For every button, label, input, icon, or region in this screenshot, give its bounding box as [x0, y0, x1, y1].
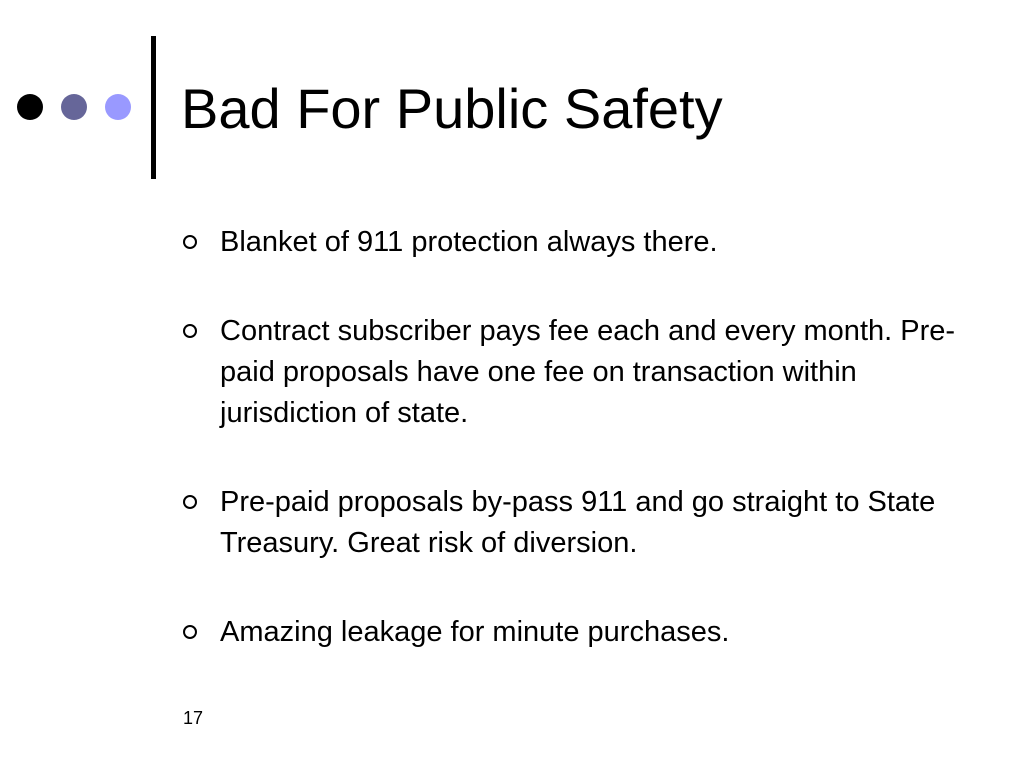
bullet-item	[183, 311, 963, 434]
decorative-dot-slate	[61, 94, 87, 120]
bullet-circle-icon	[183, 625, 197, 639]
bullet-circle-icon	[183, 495, 197, 509]
decorative-dot-lavender	[105, 94, 131, 120]
slide-number: 17	[183, 708, 204, 728]
slide-title: Bad For Public Safety	[181, 77, 723, 140]
bullet-item	[183, 612, 963, 653]
bullet-circle-icon	[183, 235, 197, 249]
bullet-circle-icon	[183, 324, 197, 338]
bullet-text: Contract subscriber pays fee each and every month. Pre-paid proposals have one fee on transaction within jurisdiction of state.	[220, 315, 956, 429]
decorative-dot-black	[17, 94, 43, 120]
bullet-list	[183, 222, 963, 653]
bullet-text: Blanket of 911 protection always there.	[220, 226, 718, 258]
bullet-item	[183, 222, 963, 263]
bullet-text: Amazing leakage for minute purchases.	[220, 616, 730, 648]
bullet-item	[183, 482, 963, 564]
title-divider	[151, 36, 156, 179]
bullet-text: Pre-paid proposals by-pass 911 and go straight to State Treasury. Great risk of diversion.	[220, 486, 936, 559]
